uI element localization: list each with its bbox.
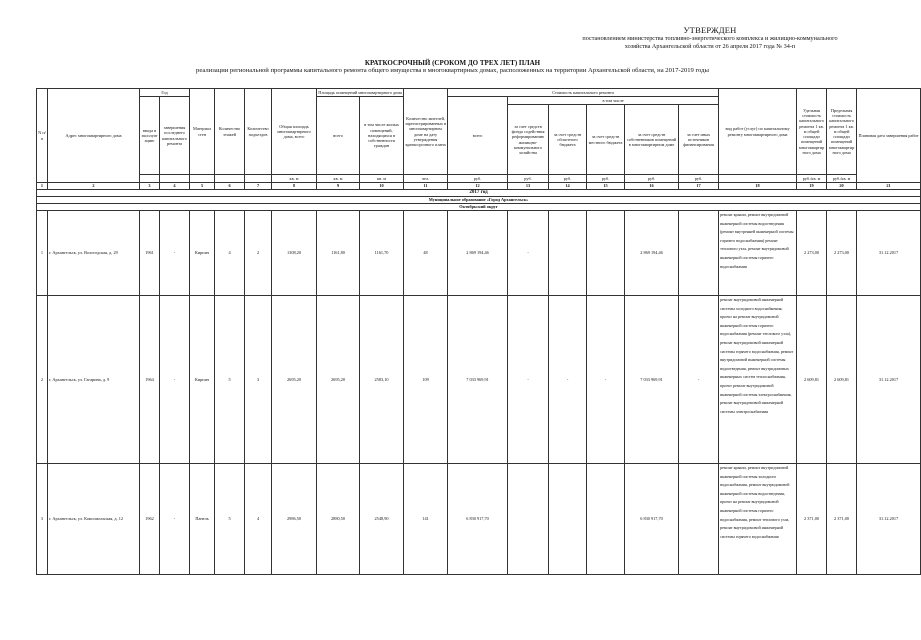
row-cost-owners: 7 033 969,91 bbox=[625, 296, 679, 464]
header-cost-regional: за счет средств областного бюджета bbox=[549, 105, 587, 175]
col-number: 16 bbox=[625, 183, 679, 190]
unit-cell: руб. bbox=[625, 175, 679, 183]
row-cost-total: 2 869 194,46 bbox=[448, 211, 508, 296]
col-number: 10 bbox=[360, 183, 404, 190]
row-cost-owners: 2 869 194,46 bbox=[625, 211, 679, 296]
row-area-total: 2880,50 bbox=[317, 464, 360, 575]
header-cost-fund: за счет средств фонда содействия реформированию жилищно-коммунального хозяйства bbox=[508, 105, 549, 175]
table-row bbox=[37, 464, 921, 575]
row-material: Кирпич bbox=[190, 296, 215, 464]
approval-block bbox=[560, 26, 860, 52]
row-year-repair: - bbox=[160, 211, 190, 296]
header-year-built: ввода в эксплуатацию bbox=[140, 97, 160, 175]
plan-table bbox=[36, 88, 921, 575]
row-cost-total: 6 830 917,70 bbox=[448, 464, 508, 575]
row-number: 2 bbox=[37, 296, 48, 464]
header-residents: Количество жителей, зарегистрированных в многоквартирном доме на дату утверждения краткосрочного плана bbox=[404, 89, 448, 175]
header-deadline: Плановая дата завершения работ bbox=[857, 89, 921, 183]
col-number: 14 bbox=[549, 183, 587, 190]
row-material: Кирпич bbox=[190, 211, 215, 296]
unit-cell: руб./кв. м bbox=[827, 175, 857, 183]
row-limit-cost: 2 371,00 bbox=[827, 464, 857, 575]
row-year-repair: - bbox=[160, 296, 190, 464]
row-unit-cost: 2 273,00 bbox=[797, 211, 827, 296]
header-area-group: Площадь помещений многоквартирного дома bbox=[318, 89, 402, 95]
row-area-total: 1161,80 bbox=[317, 211, 360, 296]
plan-subtitle: реализации региональной программы капитального ремонта общего имущества в многоквартирных домах, расположенных на территории Архангельской области, на 2017-2019 годы bbox=[196, 67, 709, 74]
row-total-area: 2695,20 bbox=[272, 296, 317, 464]
row-deadline: 31.12.2017 bbox=[857, 211, 921, 296]
row-material: Панель bbox=[190, 464, 215, 575]
approval-line: постановлением министерства топливно-энергетического комплекса и жилищно-коммунального bbox=[582, 34, 838, 42]
row-cost-fund bbox=[508, 464, 549, 575]
unit-cell: руб. bbox=[587, 175, 625, 183]
col-number: 15 bbox=[587, 183, 625, 190]
unit-cell: руб. bbox=[549, 175, 587, 183]
unit-cell: руб./кв. м bbox=[797, 175, 827, 183]
header-unit-cost: Удельная стоимость капитального ремонта 1 кв. м общей площади помещений многоквартирного дома bbox=[797, 89, 827, 175]
header-cost-total: всего bbox=[448, 97, 508, 175]
col-number: 7 bbox=[245, 183, 272, 190]
header-area-residents: в том числе жилых помещений, находящихся в собственности граждан bbox=[360, 97, 404, 175]
row-cost-local: - bbox=[587, 296, 625, 464]
row-deadline: 31.12.2017 bbox=[857, 296, 921, 464]
row-cost-other bbox=[679, 464, 719, 575]
col-number: 9 bbox=[317, 183, 360, 190]
row-cost-fund: - bbox=[508, 211, 549, 296]
header-wall-material: Материал стен bbox=[190, 89, 215, 175]
unit-cell: чел. bbox=[404, 175, 448, 183]
header-incl: в том числе bbox=[508, 97, 719, 105]
row-cost-other: - bbox=[679, 296, 719, 464]
column-numbers-row bbox=[37, 183, 921, 190]
unit-cell: руб. bbox=[508, 175, 549, 183]
row-limit-cost: 2 273,00 bbox=[827, 211, 857, 296]
header-limit-cost: Предельная стоимость капитального ремонта 1 кв. м общей площади помещений многоквартирного дома bbox=[827, 89, 857, 175]
row-total-area: 1308,20 bbox=[272, 211, 317, 296]
row-unit-cost: 2 371,00 bbox=[797, 464, 827, 575]
row-cost-local bbox=[587, 211, 625, 296]
row-address: г. Архангельск, ул. Вологодская, д. 29 bbox=[48, 211, 140, 296]
header-entrances: Количество подъездов bbox=[245, 89, 272, 175]
col-number: 1 bbox=[37, 183, 48, 190]
row-year-repair: - bbox=[160, 464, 190, 575]
col-number: 21 bbox=[857, 183, 921, 190]
row-cost-other bbox=[679, 211, 719, 296]
table-row bbox=[37, 211, 921, 296]
row-residents: 141 bbox=[404, 464, 448, 575]
col-number: 4 bbox=[160, 183, 190, 190]
row-year-built: 1961 bbox=[140, 211, 160, 296]
table-row bbox=[37, 296, 921, 464]
unit-cell: кв. м bbox=[317, 175, 360, 183]
row-cost-fund: - bbox=[508, 296, 549, 464]
header-total-area: Общая площадь многоквартирного дома, всего bbox=[272, 89, 317, 175]
row-number: 3 bbox=[37, 464, 48, 575]
row-total-area: 2986,50 bbox=[272, 464, 317, 575]
row-floors: 5 bbox=[215, 464, 245, 575]
col-number: 13 bbox=[508, 183, 549, 190]
row-address: г. Архангельск, ул. Гагарина, д. 9 bbox=[48, 296, 140, 464]
row-cost-regional bbox=[549, 211, 587, 296]
row-work-type bbox=[719, 464, 797, 575]
plan-title: КРАТКОСРОЧНЫЙ (СРОКОМ ДО ТРЕХ ЛЕТ) ПЛАН bbox=[364, 59, 541, 67]
row-work-text: ремонт крыши, ремонт внутридомовой инженерной системы водоотведения (ремонт внутренней инженерной системы горячего водоснабжения) ремонт теплового узла, ремонт внутридомовой инженерной системы горячего водоснабжения bbox=[720, 212, 794, 269]
row-work-text: ремонт внутридомовой инженерной системы холодного водоснабжения; проект на ремонт внутридомовой инженерной системы горячего водоснабжения (ремонт теплового узла), ремонт внутридомовой инженерной системы горячего водоснабжения, ремонт внутридомовой инженерной системы водоотведения, ремонт внутридомовых инженерных систем теплоснабжения, проект ремонт внутридомовой инженерной системы электроснабжения, ремонт внутридомовой инженерной системы электроснабжения bbox=[720, 297, 794, 414]
col-number: 2 bbox=[48, 183, 140, 190]
unit-cell: руб. bbox=[679, 175, 719, 183]
row-address: г. Архангельск, ул. Комсомольская, д. 12 bbox=[48, 464, 140, 575]
row-work-text: ремонт крыши, ремонт внутридомовой инженерной системы холодного водоснабжения, ремонт внутридомовой инженерной системы водоотведения, проект на ремонт внутридомовой инженерной системы горячего водоснабжения, ремонт теплового узла, ремонт внутридомовой инженерной системы горячего водоснабжения bbox=[720, 465, 790, 539]
row-entrances: 2 bbox=[245, 211, 272, 296]
municipality-title: Муниципальное образование «Город Архангельск» bbox=[37, 197, 921, 204]
district-title: Октябрьский округ bbox=[37, 204, 921, 211]
col-number: 8 bbox=[272, 183, 317, 190]
row-cost-local bbox=[587, 464, 625, 575]
col-number: 6 bbox=[215, 183, 245, 190]
row-cost-regional bbox=[549, 464, 587, 575]
col-number: 20 bbox=[827, 183, 857, 190]
row-floors: 4 bbox=[215, 211, 245, 296]
row-floors: 5 bbox=[215, 296, 245, 464]
header-area-total: всего bbox=[317, 97, 360, 175]
unit-cell: кв. м bbox=[360, 175, 404, 183]
col-number: 3 bbox=[140, 183, 160, 190]
row-year-built: 1962 bbox=[140, 464, 160, 575]
row-year-built: 1964 bbox=[140, 296, 160, 464]
approval-heading: УТВЕРЖДЕН bbox=[683, 25, 737, 35]
row-unit-cost: 2 609,81 bbox=[797, 296, 827, 464]
header-year-group: Год bbox=[140, 89, 190, 97]
row-area-res: 2548,90 bbox=[360, 464, 404, 575]
header-cost-group: Стоимость капитального ремонта bbox=[448, 89, 719, 97]
col-number: 5 bbox=[190, 183, 215, 190]
col-number: 17 bbox=[679, 183, 719, 190]
unit-cell: руб. bbox=[448, 175, 508, 183]
header-floors: Количество этажей bbox=[215, 89, 245, 175]
row-number: 1 bbox=[37, 211, 48, 296]
header-year-repair: завершения последнего капитального ремонта bbox=[160, 97, 190, 175]
row-work-type bbox=[719, 211, 797, 296]
row-area-res: 2583,10 bbox=[360, 296, 404, 464]
header-address: Адрес многоквартирного дома bbox=[48, 89, 140, 183]
row-entrances: 4 bbox=[245, 464, 272, 575]
row-area-total: 2695,20 bbox=[317, 296, 360, 464]
unit-cell: кв. м bbox=[272, 175, 317, 183]
row-deadline: 31.12.2017 bbox=[857, 464, 921, 575]
row-area-res: 1161,70 bbox=[360, 211, 404, 296]
row-cost-total: 7 033 969,91 bbox=[448, 296, 508, 464]
header-cost-owners: за счет средств собственников помещений в многоквартирном доме bbox=[625, 105, 679, 175]
col-number: 11 bbox=[404, 183, 448, 190]
header-work-type: вид работ (услуг) по капитальному ремонту многоквартирного дома bbox=[719, 89, 797, 175]
year-section-title: 2017 год bbox=[37, 190, 921, 197]
approval-line: хозяйства Архангельской области от 26 апреля 2017 года № 34-п bbox=[624, 43, 796, 51]
row-cost-owners: 6 830 917,70 bbox=[625, 464, 679, 575]
col-number: 12 bbox=[448, 183, 508, 190]
row-work-type bbox=[719, 296, 797, 464]
header-cost-local: за счет средств местного бюджета bbox=[587, 105, 625, 175]
document-title bbox=[0, 59, 905, 75]
row-entrances: 3 bbox=[245, 296, 272, 464]
col-number: 19 bbox=[797, 183, 827, 190]
header-cost-other: за счет иных источников финансирования bbox=[679, 105, 719, 175]
header-num: N п/п bbox=[37, 89, 48, 183]
row-cost-regional: - bbox=[549, 296, 587, 464]
row-limit-cost: 2 609,81 bbox=[827, 296, 857, 464]
row-residents: 109 bbox=[404, 296, 448, 464]
col-number: 18 bbox=[719, 183, 797, 190]
row-residents: 48 bbox=[404, 211, 448, 296]
